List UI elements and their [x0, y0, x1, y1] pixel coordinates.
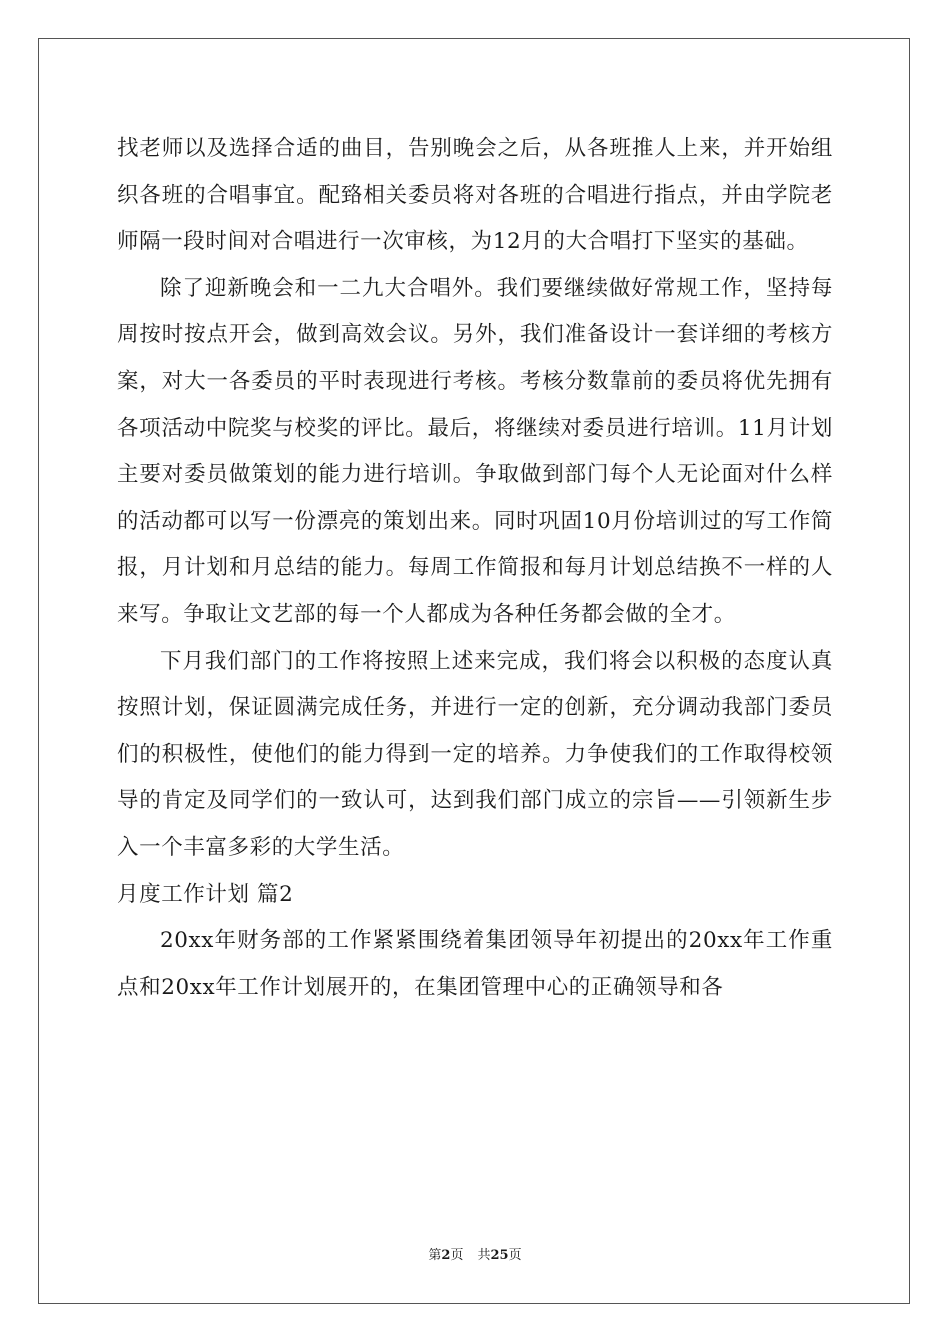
- paragraph-4: 20xx年财务部的工作紧紧围绕着集团领导年初提出的20xx年工作重点和20xx年工作计划展开的，在集团管理中心的正确领导和各: [117, 928, 833, 1000]
- page-suffix: 页: [450, 1248, 464, 1263]
- paragraph-3: 下月我们部门的工作将按照上述来完成，我们将会以积极的态度认真按照计划，保证圆满完成任务，并进行一定的创新，充分调动我部门委员们的积极性，使他们的能力得到一定的培养。力争使我们的工作取得校领导的肯定及同学们的一致认可，达到我们部门成立的宗旨——引领新生步入一个丰富多彩的大学生活。: [117, 648, 833, 860]
- section-heading: 月度工作计划 篇2: [117, 881, 294, 907]
- total-prefix: 共: [477, 1248, 491, 1263]
- page-prefix: 第: [428, 1248, 442, 1263]
- total-suffix: 页: [508, 1248, 522, 1263]
- paragraph-1: 找老师以及选择合适的曲目，告别晚会之后，从各班推人上来，并开始组织各班的合唱事宜。配臵相关委员将对各班的合唱进行指点，并由学院老师隔一段时间对合唱进行一次审核，为12月的大合唱打下坚实的基础。: [117, 136, 833, 255]
- page-footer: [0, 1247, 950, 1265]
- document-body: [117, 126, 833, 1011]
- page-current-number: 2: [441, 1248, 451, 1263]
- page-total-number: 25: [490, 1248, 509, 1263]
- paragraph-2: 除了迎新晚会和一二九大合唱外。我们要继续做好常规工作，坚持每周按时按点开会，做到高效会议。另外，我们准备设计一套详细的考核方案，对大一各委员的平时表现进行考核。考核分数靠前的委员将优先拥有各项活动中院奖与校奖的评比。最后，将继续对委员进行培训。11月计划主要对委员做策划的能力进行培训。争取做到部门每个人无论面对什么样的活动都可以写一份漂亮的策划出来。同时巩固10月份培训过的写工作简报，月计划和月总结的能力。每周工作简报和每月计划总结换不一样的人来写。争取让文艺部的每一个人都成为各种任务都会做的全才。: [117, 275, 833, 627]
